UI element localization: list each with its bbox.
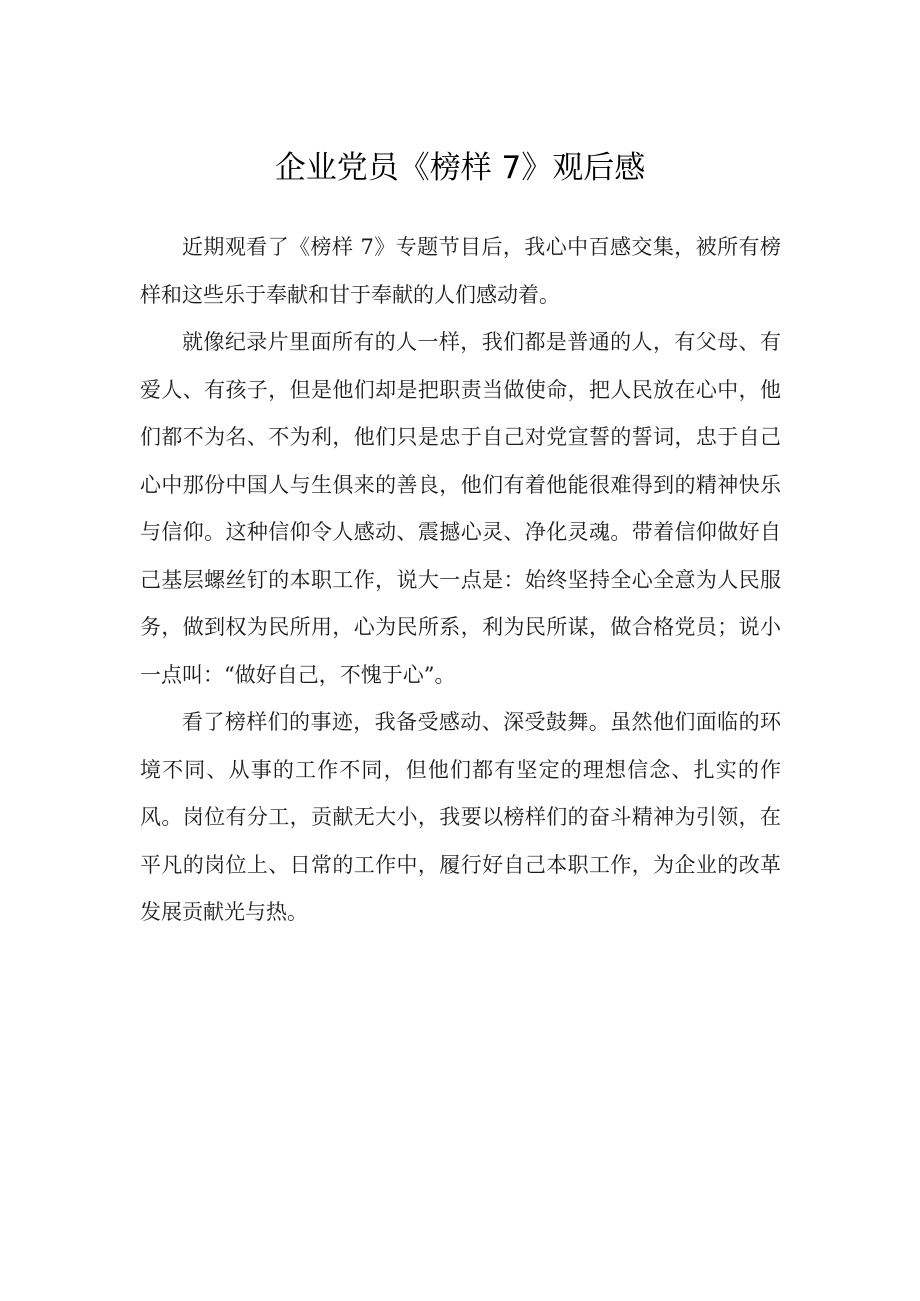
document-body [140, 224, 781, 937]
paragraph-1: 近期观看了《榜样 7》专题节目后，我心中百感交集，被所有榜样和这些乐于奉献和甘于奉献的人们感动着。 [140, 235, 781, 307]
paragraph-2: 就像纪录片里面所有的人一样，我们都是普通的人，有父母、有爱人、有孩子，但是他们却是把职责当做使命，把人民放在心中，他们都不为名、不为利，他们只是忠于自己对党宣誓的誓词，忠于自己心中那份中国人与生俱来的善良，他们有着他能很难得到的精神快乐与信仰。这种信仰令人感动、震撼心灵、净化灵魂。带着信仰做好自己基层螺丝钉的本职工作，说大一点是：始终坚持全心全意为人民服务，做到权为民所用，心为民所系，利为民所谋，做合格党员；说小一点叫：“做好自己，不愧于心”。 [140, 330, 781, 687]
paragraph-3: 看了榜样们的事迹，我备受感动、深受鼓舞。虽然他们面临的环境不同、从事的工作不同，但他们都有坚定的理想信念、扎实的作风。岗位有分工，贡献无大小，我要以榜样们的奋斗精神为引领，在平凡的岗位上、日常的工作中，履行好自己本职工作，为企业的改革发展贡献光与热。 [140, 710, 781, 924]
document-title: 企业党员《榜样 7》观后感 [274, 150, 646, 186]
